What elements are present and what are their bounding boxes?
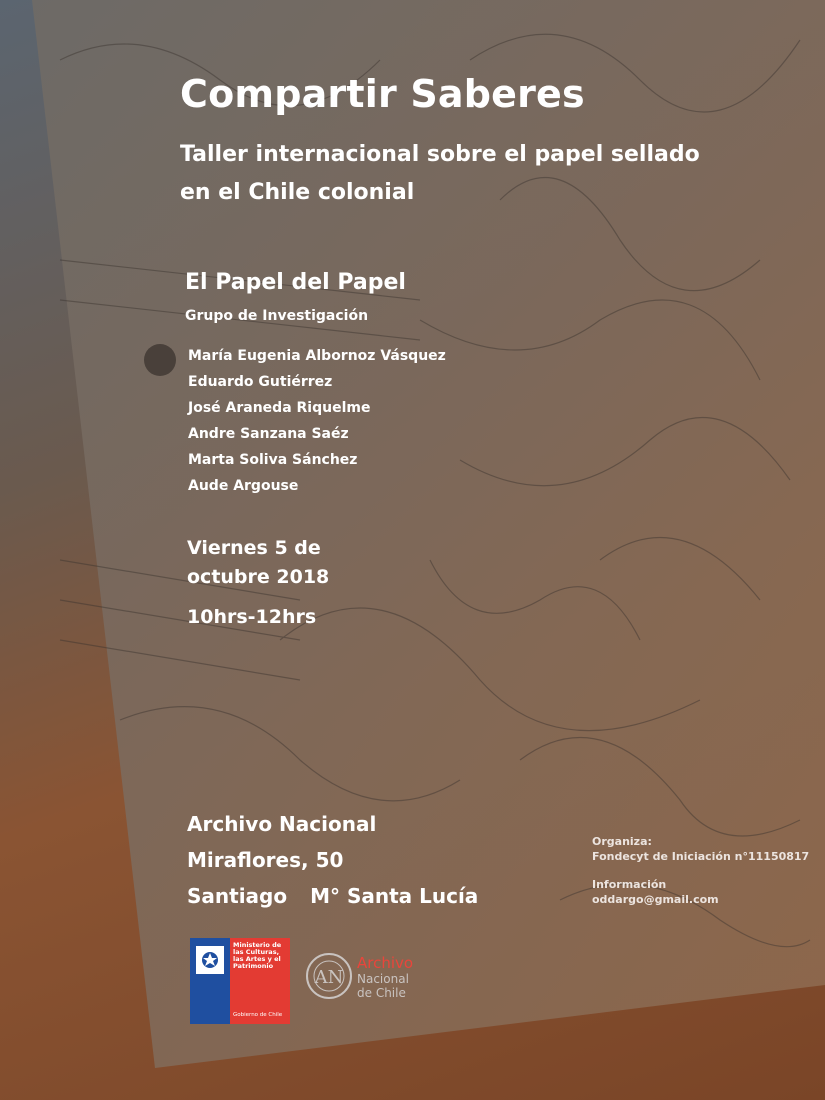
member-item: Aude Argouse — [188, 478, 299, 494]
archivo-line3: de Chile — [357, 986, 406, 1000]
venue-name: Archivo Nacional — [187, 812, 377, 836]
event-subtitle-line1: Taller internacional sobre el papel sellado — [180, 142, 700, 167]
group-name: El Papel del Papel — [185, 270, 406, 295]
member-list — [188, 346, 446, 502]
ministry-logo — [190, 938, 290, 1024]
member-item: Eduardo Gutiérrez — [188, 374, 333, 390]
venue-location — [187, 884, 478, 908]
event-time: 10hrs-12hrs — [187, 606, 317, 628]
member-item: Marta Soliva Sánchez — [188, 452, 358, 468]
event-date-line1: Viernes 5 de — [187, 537, 321, 559]
archivo-logo — [305, 950, 435, 1010]
coat-of-arms-icon — [190, 938, 230, 1024]
government-label: Gobierno de Chile — [233, 1012, 283, 1018]
contact-email[interactable]: oddargo@gmail.com — [592, 893, 719, 906]
venue-city: Santiago — [187, 884, 288, 908]
member-item: Andre Sanzana Saéz — [188, 426, 349, 442]
event-subtitle-line2: en el Chile colonial — [180, 180, 415, 205]
venue-metro: M° Santa Lucía — [310, 884, 479, 908]
member-item: María Eugenia Albornoz Vásquez — [188, 348, 446, 364]
archivo-seal-icon — [305, 950, 353, 1002]
event-date-line2: octubre 2018 — [187, 566, 330, 588]
venue-address: Miraflores, 50 — [187, 848, 344, 872]
ministry-name: Ministerio de las Culturas, las Artes y el Patrimonio — [233, 941, 282, 970]
info-label: Información — [592, 878, 667, 891]
organizer-label: Organiza: — [592, 835, 652, 848]
svg-text:AN: AN — [314, 967, 344, 988]
group-label: Grupo de Investigación — [185, 308, 369, 324]
event-title: Compartir Saberes — [180, 72, 585, 116]
member-item: José Araneda Riquelme — [188, 400, 371, 416]
gov-flag — [190, 938, 230, 1024]
archivo-line2: Nacional — [357, 972, 409, 986]
archivo-subname — [357, 972, 409, 1000]
organizer-value: Fondecyt de Iniciación n°11150817 — [592, 850, 810, 863]
archivo-name: Archivo — [357, 954, 414, 972]
